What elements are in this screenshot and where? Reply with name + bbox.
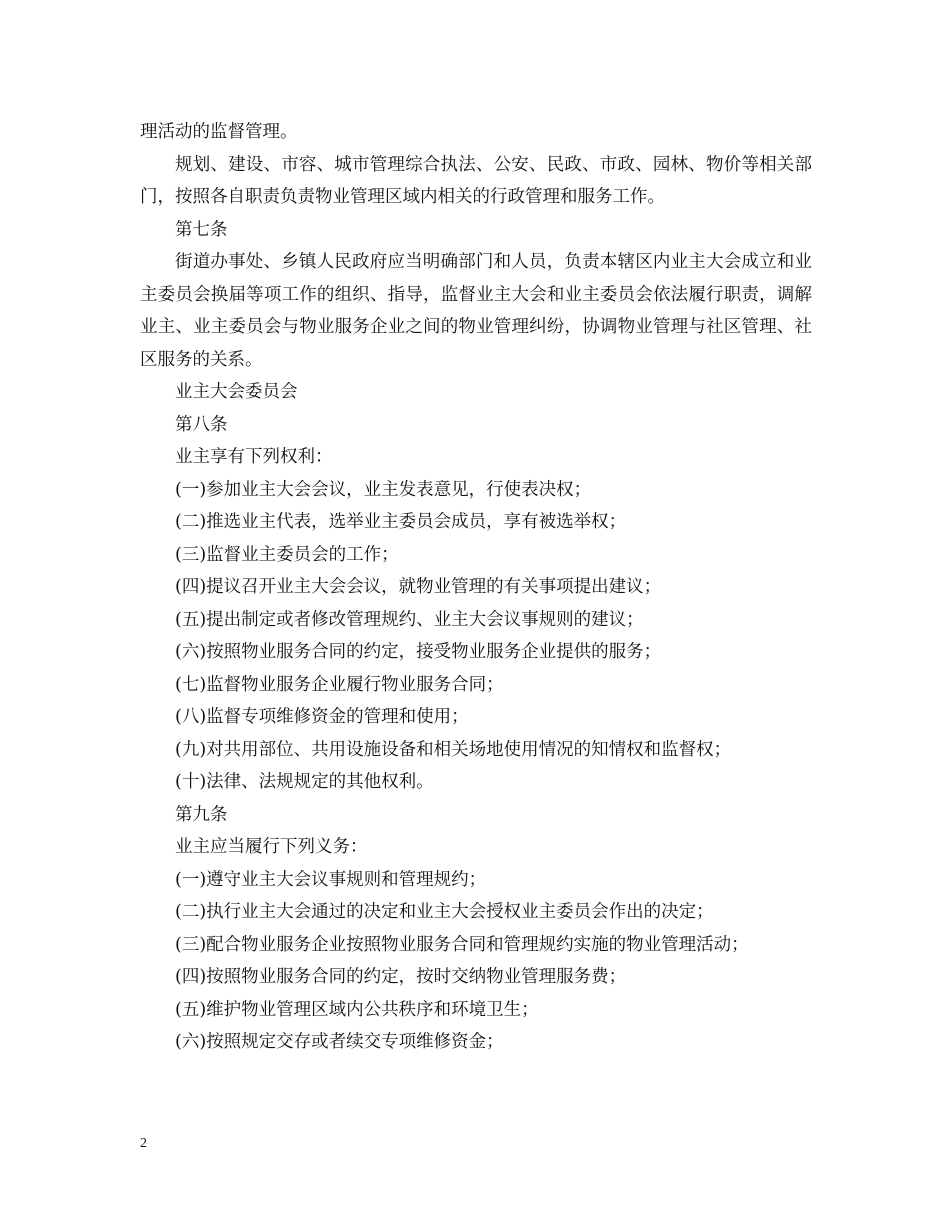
paragraph: (四)按照物业服务合同的约定，按时交纳物业管理服务费； xyxy=(175,967,627,987)
paragraph: (六)按照物业服务合同的约定，接受物业服务企业提供的服务； xyxy=(175,642,662,662)
paragraph: 理活动的监督管理。 xyxy=(140,122,298,142)
paragraph: 第八条 xyxy=(175,414,228,435)
page-number: 2 xyxy=(140,1136,147,1151)
paragraph: (八)监督专项维修资金的管理和使用； xyxy=(175,707,469,727)
paragraph: (三)配合物业服务企业按照物业服务合同和管理规约实施的物业管理活动； xyxy=(175,934,749,955)
paragraph: (二)执行业主大会通过的决定和业主大会授权业主委员会作出的决定； xyxy=(175,902,714,922)
document-body xyxy=(140,116,812,1059)
paragraph: 街道办事处、乡镇人民政府应当明确部门和人员，负责本辖区内业主大会成立和业主委员会换届等项工作的组织、指导，监督业主大会和业主委员会依法履行职责，调解业主、业主委员会与物业服务企业之间的物业管理纠纷，协调物业管理与社区管理、社区服务的关系。 xyxy=(140,252,812,370)
paragraph: (一)遵守业主大会议事规则和管理规约； xyxy=(175,869,487,890)
paragraph: (三)监督业主委员会的工作； xyxy=(175,544,399,565)
paragraph: (五)维护物业管理区域内公共秩序和环境卫生； xyxy=(175,999,539,1020)
paragraph: (二)推选业主代表，选举业主委员会成员，享有被选举权； xyxy=(175,512,627,532)
paragraph: (四)提议召开业主大会会议，就物业管理的有关事项提出建议； xyxy=(175,577,662,597)
paragraph: (十)法律、法规规定的其他权利。 xyxy=(175,772,434,792)
paragraph: 业主应当履行下列义务： xyxy=(175,837,368,857)
paragraph: 第七条 xyxy=(175,219,228,240)
paragraph: (九)对共用部位、共用设施设备和相关场地使用情况的知情权和监督权； xyxy=(175,739,732,760)
paragraph: 规划、建设、市容、城市管理综合执法、公安、民政、市政、园林、物价等相关部门，按照各自职责负责物业管理区域内相关的行政管理和服务工作。 xyxy=(140,154,812,207)
paragraph: (五)提出制定或者修改管理规约、业主大会议事规则的建议； xyxy=(175,609,644,630)
paragraph: 第九条 xyxy=(175,804,228,825)
paragraph: 业主大会委员会 xyxy=(175,382,298,402)
paragraph: 业主享有下列权利： xyxy=(175,447,333,467)
paragraph: (七)监督物业服务企业履行物业服务合同； xyxy=(175,674,504,695)
paragraph: (六)按照规定交存或者续交专项维修资金； xyxy=(175,1032,504,1052)
paragraph: (一)参加业主大会会议，业主发表意见，行使表决权； xyxy=(175,479,592,500)
